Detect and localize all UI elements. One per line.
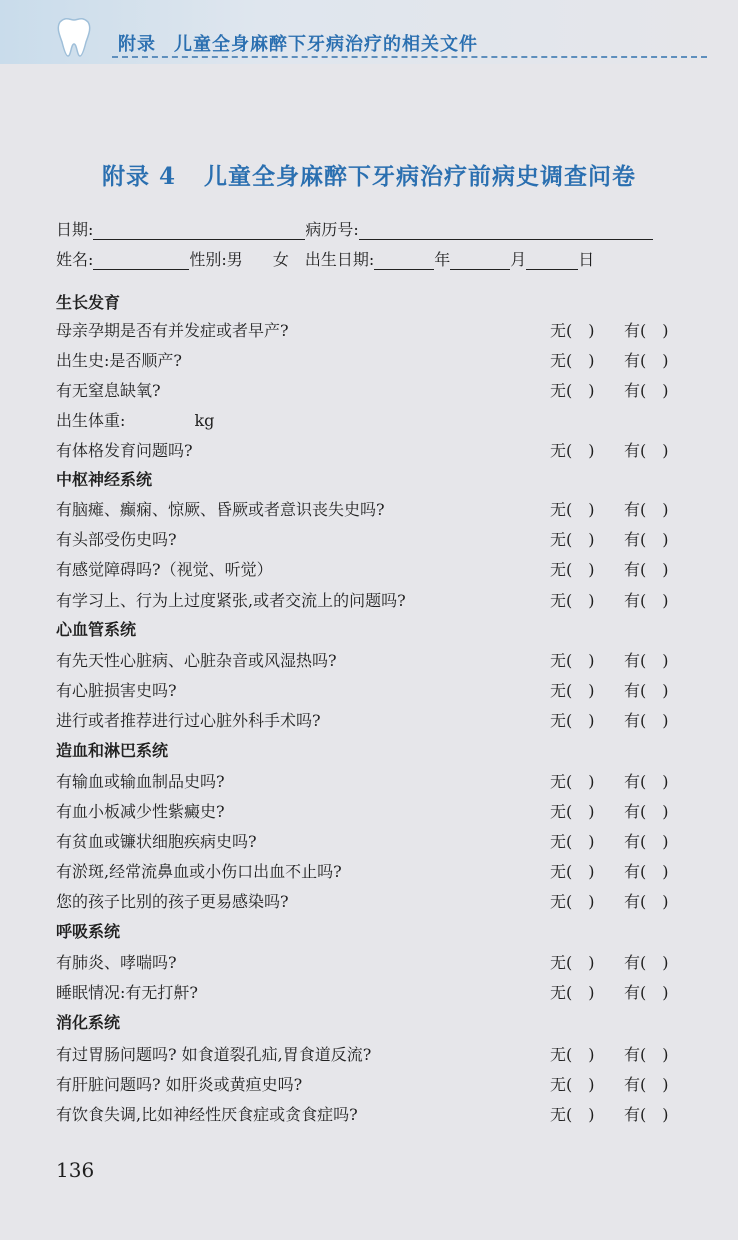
option-no[interactable]: 无( ) (550, 983, 595, 1002)
question-text: 有先天性心脏病、心脏杂音或风湿热吗? (56, 651, 337, 670)
option-no[interactable]: 无( ) (550, 560, 595, 579)
option-yes[interactable]: 有( ) (624, 802, 669, 821)
question-row (56, 1102, 696, 1132)
question-text: 有淤斑,经常流鼻血或小伤口出血不止吗? (56, 862, 342, 881)
answer-options (550, 1072, 669, 1095)
name-field[interactable] (93, 252, 189, 270)
option-no[interactable]: 无( ) (550, 711, 595, 730)
option-no[interactable]: 无( ) (550, 1105, 595, 1124)
option-yes[interactable]: 有( ) (624, 441, 669, 460)
question-text: 有肺炎、哮喘吗? (56, 953, 177, 972)
option-yes[interactable]: 有( ) (624, 651, 669, 670)
option-no[interactable]: 无( ) (550, 862, 595, 881)
option-no[interactable]: 无( ) (550, 802, 595, 821)
option-no[interactable]: 无( ) (550, 500, 595, 519)
answer-options (550, 678, 669, 701)
question-row (56, 799, 696, 829)
section-title: 生长发育 (56, 293, 121, 312)
answer-options (550, 980, 669, 1003)
question-row (56, 318, 696, 348)
section-title: 中枢神经系统 (56, 470, 153, 489)
month-label: 月 (510, 250, 527, 269)
option-no[interactable]: 无( ) (550, 441, 595, 460)
sex-female-label: 女 (272, 250, 289, 269)
answer-options (550, 829, 669, 852)
question-row (56, 889, 696, 919)
answer-options (550, 438, 669, 461)
question-row (56, 678, 696, 708)
question-text: 您的孩子比别的孩子更易感染吗? (56, 892, 289, 911)
question-row (56, 829, 696, 859)
option-no[interactable]: 无( ) (550, 892, 595, 911)
question-row (56, 378, 696, 408)
option-no[interactable]: 无( ) (550, 832, 595, 851)
option-yes[interactable]: 有( ) (624, 500, 669, 519)
record-number-field[interactable] (359, 222, 653, 240)
question-text: 有肝脏问题吗? 如肝炎或黄疸史吗? (56, 1075, 303, 1094)
option-no[interactable]: 无( ) (550, 530, 595, 549)
page-title: 附录 4 儿童全身麻醉下牙病治疗前病史调查问卷 (101, 163, 636, 190)
answer-options (550, 497, 669, 520)
question-row (56, 557, 696, 587)
question-text: 睡眠情况:有无打鼾? (56, 983, 198, 1002)
question-row (56, 950, 696, 980)
name-sex-birth-line (56, 247, 594, 270)
header-rule (112, 56, 707, 58)
question-text: 出生史:是否顺产? (56, 351, 182, 370)
option-no[interactable]: 无( ) (550, 953, 595, 972)
question-text: 有贫血或镰状细胞疾病史吗? (56, 832, 257, 851)
date-field[interactable] (93, 222, 305, 240)
option-yes[interactable]: 有( ) (624, 560, 669, 579)
option-yes[interactable]: 有( ) (624, 983, 669, 1002)
option-yes[interactable]: 有( ) (624, 381, 669, 400)
question-row (56, 527, 696, 557)
question-text: 有感觉障碍吗?（视觉、听觉） (56, 560, 273, 579)
answer-options (550, 527, 669, 550)
option-yes[interactable]: 有( ) (624, 862, 669, 881)
question-row (56, 859, 696, 889)
sex-label: 性别:男 (189, 250, 243, 269)
question-row (56, 1042, 696, 1072)
question-row (56, 438, 696, 468)
birth-label: 出生日期: (304, 250, 375, 269)
question-text: 有学习上、行为上过度紧张,或者交流上的问题吗? (56, 591, 406, 610)
name-label: 姓名: (56, 250, 94, 269)
question-text: 母亲孕期是否有并发症或者早产? (56, 321, 289, 340)
option-yes[interactable]: 有( ) (624, 1075, 669, 1094)
option-no[interactable]: 无( ) (550, 381, 595, 400)
option-yes[interactable]: 有( ) (624, 892, 669, 911)
answer-options (550, 708, 669, 731)
answer-options (550, 1102, 669, 1125)
option-no[interactable]: 无( ) (550, 351, 595, 370)
option-no[interactable]: 无( ) (550, 651, 595, 670)
question-row (56, 348, 696, 378)
option-yes[interactable]: 有( ) (624, 681, 669, 700)
question-row (56, 648, 696, 678)
date-label: 日期: (56, 220, 94, 239)
question-text: 有无窒息缺氧? (56, 381, 161, 400)
birth-month-field[interactable] (450, 252, 510, 270)
question-text: 有饮食失调,比如神经性厌食症或贪食症吗? (56, 1105, 358, 1124)
running-header: 附录 儿童全身麻醉下牙病治疗的相关文件 (118, 34, 478, 55)
option-yes[interactable]: 有( ) (624, 530, 669, 549)
answer-options (550, 799, 669, 822)
answer-options (550, 557, 669, 580)
option-yes[interactable]: 有( ) (624, 351, 669, 370)
record-label: 病历号: (305, 220, 359, 239)
question-text: 有过胃肠问题吗? 如食道裂孔疝,胃食道反流? (56, 1045, 372, 1064)
answer-options (550, 769, 669, 792)
question-row (56, 408, 696, 438)
page-number: 136 (56, 1158, 95, 1182)
section-title: 消化系统 (56, 1013, 121, 1032)
question-text: 有输血或输血制品史吗? (56, 772, 225, 791)
option-no[interactable]: 无( ) (550, 1045, 595, 1064)
option-no[interactable]: 无( ) (550, 772, 595, 791)
question-row (56, 1072, 696, 1102)
section-title: 造血和淋巴系统 (56, 741, 169, 760)
answer-options (550, 588, 669, 611)
option-no[interactable]: 无( ) (550, 681, 595, 700)
answer-options (550, 648, 669, 671)
year-label: 年 (434, 250, 451, 269)
section-title: 呼吸系统 (56, 922, 121, 941)
section-title: 心血管系统 (56, 620, 137, 639)
question-text: 有体格发育问题吗? (56, 441, 193, 460)
option-yes[interactable]: 有( ) (624, 772, 669, 791)
answer-options (550, 378, 669, 401)
question-row (56, 708, 696, 738)
question-text: 进行或者推荐进行过心脏外科手术吗? (56, 711, 321, 730)
question-row (56, 588, 696, 618)
option-no[interactable]: 无( ) (550, 321, 595, 340)
option-yes[interactable]: 有( ) (624, 832, 669, 851)
date-record-line (56, 217, 653, 240)
answer-options (550, 950, 669, 973)
option-yes[interactable]: 有( ) (624, 591, 669, 610)
answer-options (550, 859, 669, 882)
option-yes[interactable]: 有( ) (624, 1045, 669, 1064)
day-label: 日 (578, 250, 595, 269)
option-no[interactable]: 无( ) (550, 591, 595, 610)
question-row (56, 980, 696, 1010)
question-text: 有心脏损害史吗? (56, 681, 177, 700)
question-row (56, 497, 696, 527)
question-text: 有头部受伤史吗? (56, 530, 177, 549)
answer-options (550, 318, 669, 341)
answer-options (550, 1042, 669, 1065)
option-yes[interactable]: 有( ) (624, 321, 669, 340)
answer-options (550, 348, 669, 371)
question-row (56, 769, 696, 799)
option-yes[interactable]: 有( ) (624, 953, 669, 972)
question-text: 有血小板减少性紫癜史? (56, 802, 225, 821)
answer-options (550, 889, 669, 912)
birth-year-field[interactable] (374, 252, 434, 270)
option-yes[interactable]: 有( ) (624, 711, 669, 730)
birth-weight-text: 出生体重: kg (56, 411, 215, 430)
question-text: 有脑瘫、癫痫、惊厥、昏厥或者意识丧失史吗? (56, 500, 385, 519)
birth-day-field[interactable] (526, 252, 578, 270)
option-no[interactable]: 无( ) (550, 1075, 595, 1094)
option-yes[interactable]: 有( ) (624, 1105, 669, 1124)
tooth-icon (52, 14, 96, 58)
